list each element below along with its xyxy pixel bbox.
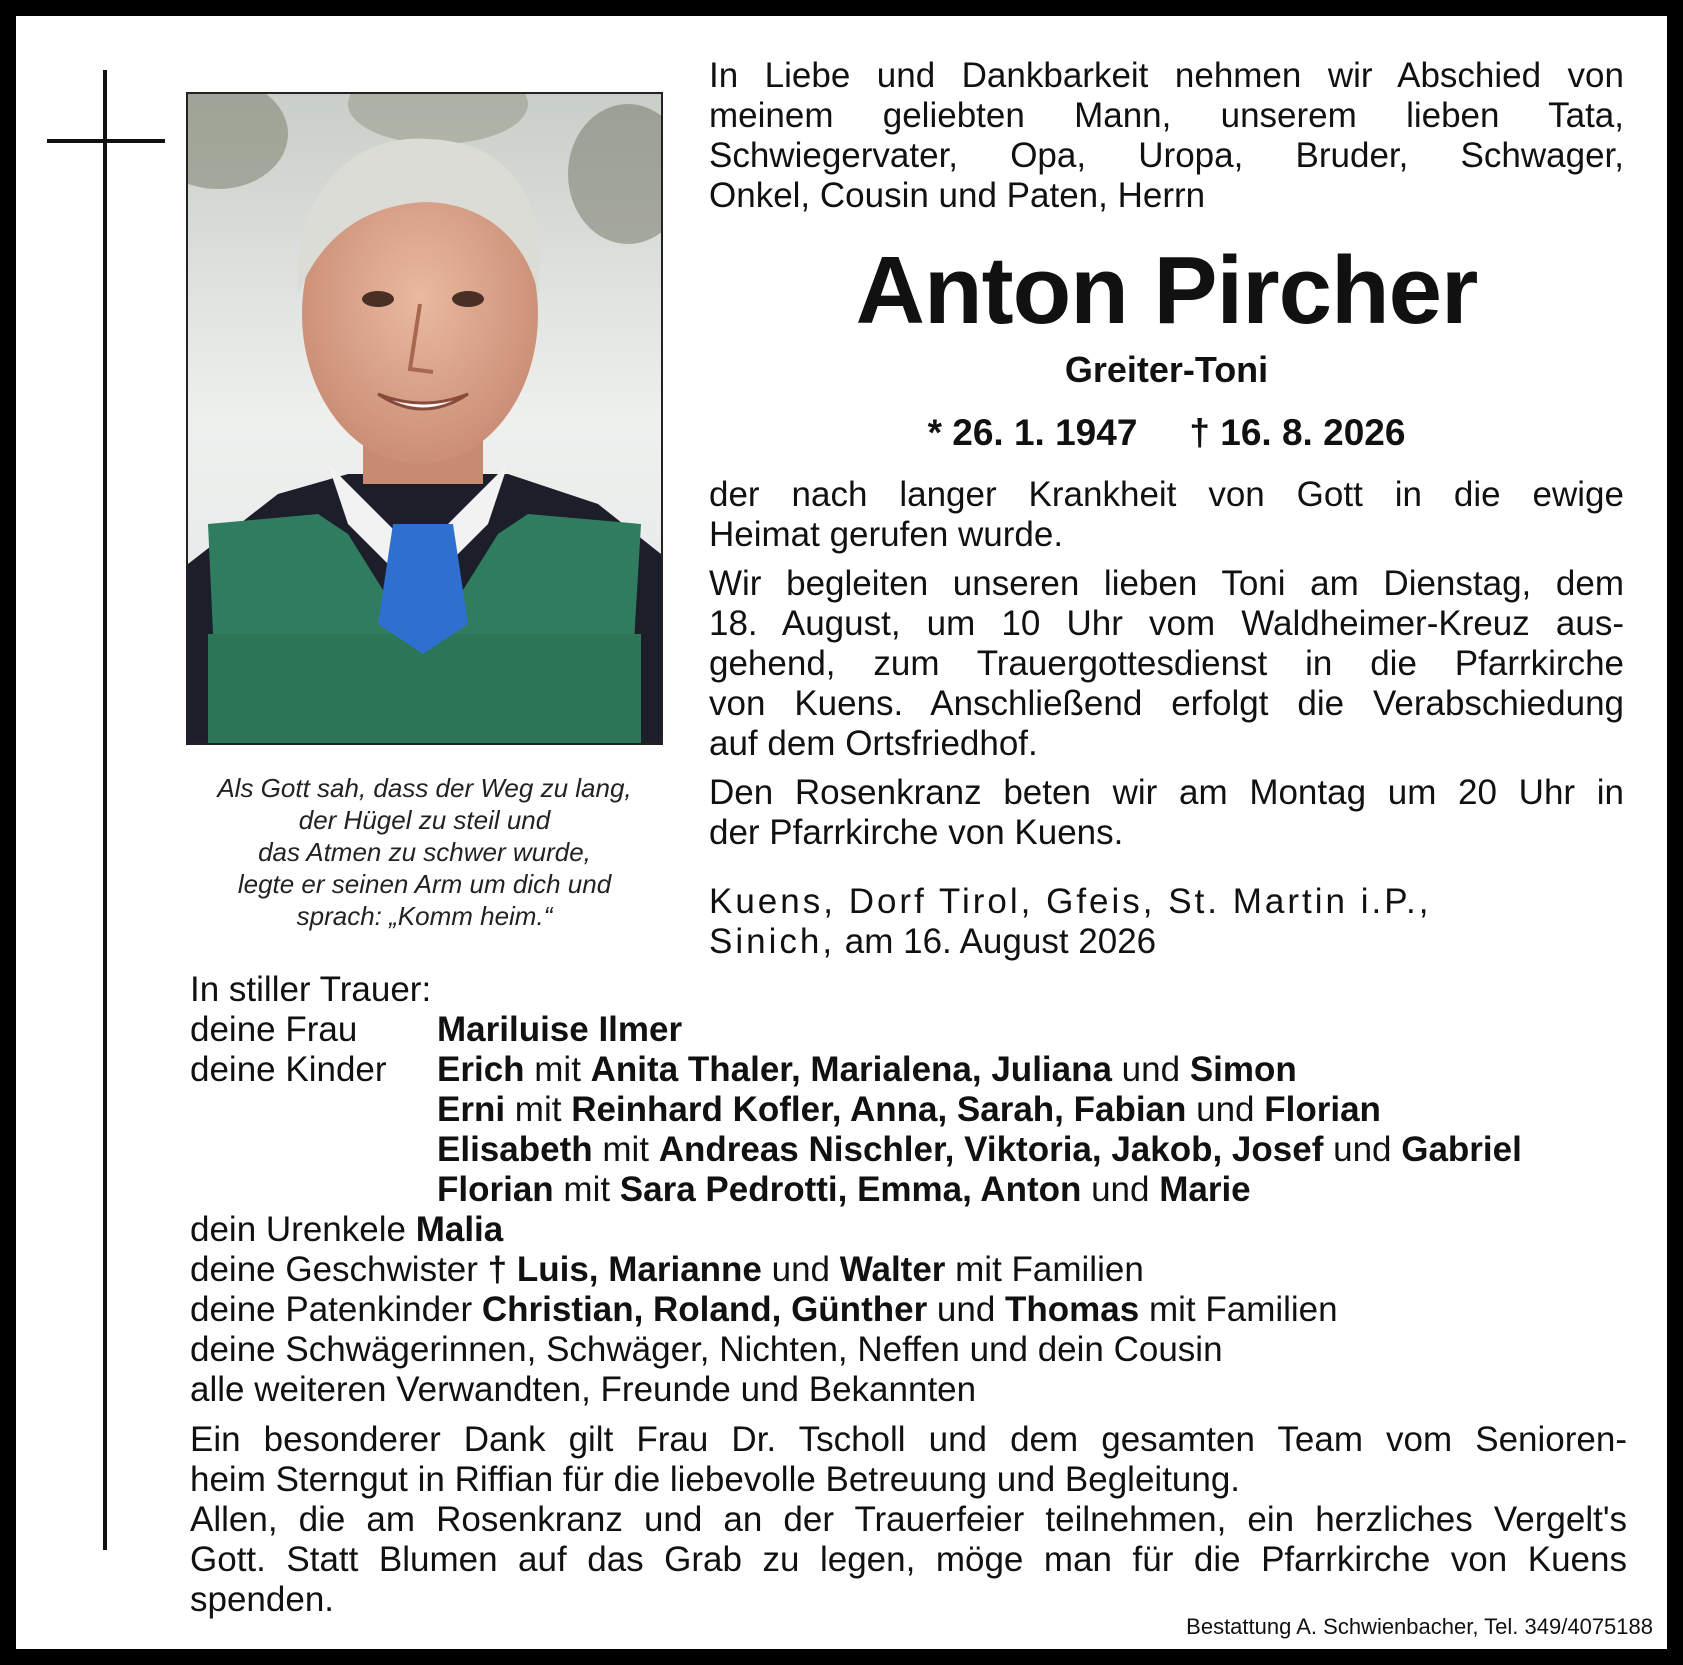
mourner-row-greatgrandchild: [190, 1210, 1630, 1250]
mourner-row-siblings: [190, 1250, 1630, 1290]
family-names: Anita Thaler, Marialena, Juliana: [590, 1050, 1112, 1089]
family-names: Marie: [1159, 1170, 1251, 1209]
paragraph-line: Wir begleiten unseren lieben Toni am Dienstag, dem: [709, 564, 1624, 603]
quote-line: das Atmen zu schwer wurde,: [258, 837, 591, 867]
memorial-quote: [186, 772, 663, 932]
mourner-name: Thomas: [1005, 1290, 1140, 1329]
thanks-line: heim Sterngut in Riffian für die liebevolle Betreuung und Begleitung.: [190, 1460, 1241, 1499]
death-date: † 16. 8. 2026: [1189, 412, 1406, 453]
connector: und: [1081, 1170, 1160, 1209]
quote-line: Als Gott sah, dass der Weg zu lang,: [217, 773, 632, 803]
mourner-row-godchildren: [190, 1290, 1630, 1330]
mourner-name: † Luis, Marianne: [487, 1250, 762, 1289]
intro-line: In Liebe und Dankbarkeit nehmen wir Abschied von: [709, 56, 1624, 95]
thanks-line: spenden.: [190, 1580, 335, 1619]
mourner-label: dein Urenkele: [190, 1210, 416, 1249]
connector: und: [1323, 1130, 1402, 1169]
life-dates: [709, 410, 1624, 456]
mourner-row-inlaws: deine Schwägerinnen, Schwäger, Nichten, Neffen und dein Cousin: [190, 1330, 1223, 1369]
mourner-name: Mariluise Ilmer: [437, 1010, 683, 1049]
connector: mit: [505, 1090, 572, 1129]
family-names: Gabriel: [1401, 1130, 1522, 1169]
paragraph-line: auf dem Ortsfriedhof.: [709, 724, 1038, 763]
intro-line: Onkel, Cousin und Paten, Herrn: [709, 176, 1206, 215]
connector: und: [761, 1250, 840, 1289]
place-line: [709, 922, 1624, 962]
mourner-row-child: [190, 1090, 1630, 1130]
place-and-date: [709, 882, 1624, 962]
family-names: Sara Pedrotti, Emma, Anton: [619, 1170, 1082, 1209]
connector: mit Familien: [1139, 1290, 1338, 1329]
mourner-name: Malia: [415, 1210, 504, 1249]
family-names: Reinhard Kofler, Anna, Sarah, Fabian: [571, 1090, 1187, 1129]
child-name: Erich: [437, 1050, 525, 1089]
paragraph-line: 18. August, um 10 Uhr vom Waldheimer-Kreuz aus-: [709, 604, 1624, 643]
mourner-label: deine Patenkinder: [190, 1290, 482, 1329]
connector: und: [927, 1290, 1006, 1329]
intro-text: [709, 56, 1624, 216]
place-sinich: Sinich,: [709, 922, 836, 961]
family-names: Florian: [1264, 1090, 1381, 1129]
connector: mit: [553, 1170, 620, 1209]
paragraph-line: Den Rosenkranz beten wir am Montag um 20 Uhr in: [709, 773, 1624, 812]
paragraph-rosary: [709, 773, 1624, 853]
place-line: Kuens, Dorf Tirol, Gfeis, St. Martin i.P.,: [709, 882, 1432, 921]
mourner-row-others: alle weiteren Verwandten, Freunde und Bekannten: [190, 1370, 977, 1409]
mourner-row-child: [190, 1170, 1630, 1210]
birth-date: * 26. 1. 1947: [927, 412, 1138, 453]
thanks-text: [190, 1420, 1627, 1620]
mourner-row-wife: [190, 1010, 1630, 1050]
mourner-row-child: [190, 1130, 1630, 1170]
mourner-label: deine Kinder: [190, 1050, 387, 1089]
paragraph-line: der nach langer Krankheit von Gott in die ewige: [709, 475, 1624, 514]
connector: und: [1186, 1090, 1265, 1129]
thanks-line: Allen, die am Rosenkranz und an der Trauerfeier teilnehmen, ein herzliches Vergelt's: [190, 1500, 1627, 1539]
paragraph-line: gehend, zum Trauergottesdienst in die Pfarrkirche: [709, 644, 1624, 683]
quote-line: legte er seinen Arm um dich und: [237, 869, 612, 899]
connector: und: [1111, 1050, 1190, 1089]
mourner-row-child: [190, 1050, 1630, 1090]
family-names: Andreas Nischler, Viktoria, Jakob, Josef: [658, 1130, 1324, 1169]
connector: mit Familien: [945, 1250, 1144, 1289]
mourners-heading: In stiller Trauer:: [190, 970, 432, 1009]
mourner-name: Walter: [839, 1250, 946, 1289]
cross-vertical-bar: [103, 70, 107, 1550]
quote-line: der Hügel zu steil und: [298, 805, 551, 835]
paragraph-line: der Pfarrkirche von Kuens.: [709, 813, 1124, 852]
mourner-name: Christian, Roland, Günther: [481, 1290, 928, 1329]
place-date: am 16. August 2026: [835, 922, 1157, 961]
deceased-nickname: Greiter-Toni: [1064, 349, 1269, 390]
family-names: Simon: [1189, 1050, 1297, 1089]
paragraph-line: von Kuens. Anschließend erfolgt die Verabschiedung: [709, 684, 1624, 723]
quote-line: sprach: „Komm heim.“: [296, 901, 553, 931]
thanks-line: Gott. Statt Blumen auf das Grab zu legen, möge man für die Pfarrkirche von Kuens: [190, 1540, 1627, 1579]
connector: mit: [524, 1050, 591, 1089]
child-name: Elisabeth: [437, 1130, 593, 1169]
child-name: Florian: [437, 1170, 554, 1209]
thanks-line: Ein besonderer Dank gilt Frau Dr. Tscholl und dem gesamten Team vom Senioren-: [190, 1420, 1627, 1459]
paragraph-called-home: [709, 475, 1624, 555]
portrait-photo: [186, 92, 663, 745]
mourner-label: deine Geschwister: [190, 1250, 488, 1289]
mourners-list: [190, 970, 1630, 1410]
paragraph-line: Heimat gerufen wurde.: [709, 515, 1064, 554]
connector: mit: [592, 1130, 659, 1169]
deceased-name: Anton Pircher: [855, 237, 1478, 344]
paragraph-funeral: [709, 564, 1624, 764]
intro-line: Schwiegervater, Opa, Uropa, Bruder, Schwager,: [709, 136, 1624, 175]
child-name: Erni: [437, 1090, 506, 1129]
portrait-illustration: [188, 94, 661, 743]
intro-line: meinem geliebten Mann, unserem lieben Tata,: [709, 96, 1624, 135]
funeral-home-footer: Bestattung A. Schwienbacher, Tel. 349/4075188: [1186, 1614, 1653, 1639]
cross-horizontal-bar: [47, 139, 165, 143]
mourner-label: deine Frau: [190, 1010, 358, 1049]
